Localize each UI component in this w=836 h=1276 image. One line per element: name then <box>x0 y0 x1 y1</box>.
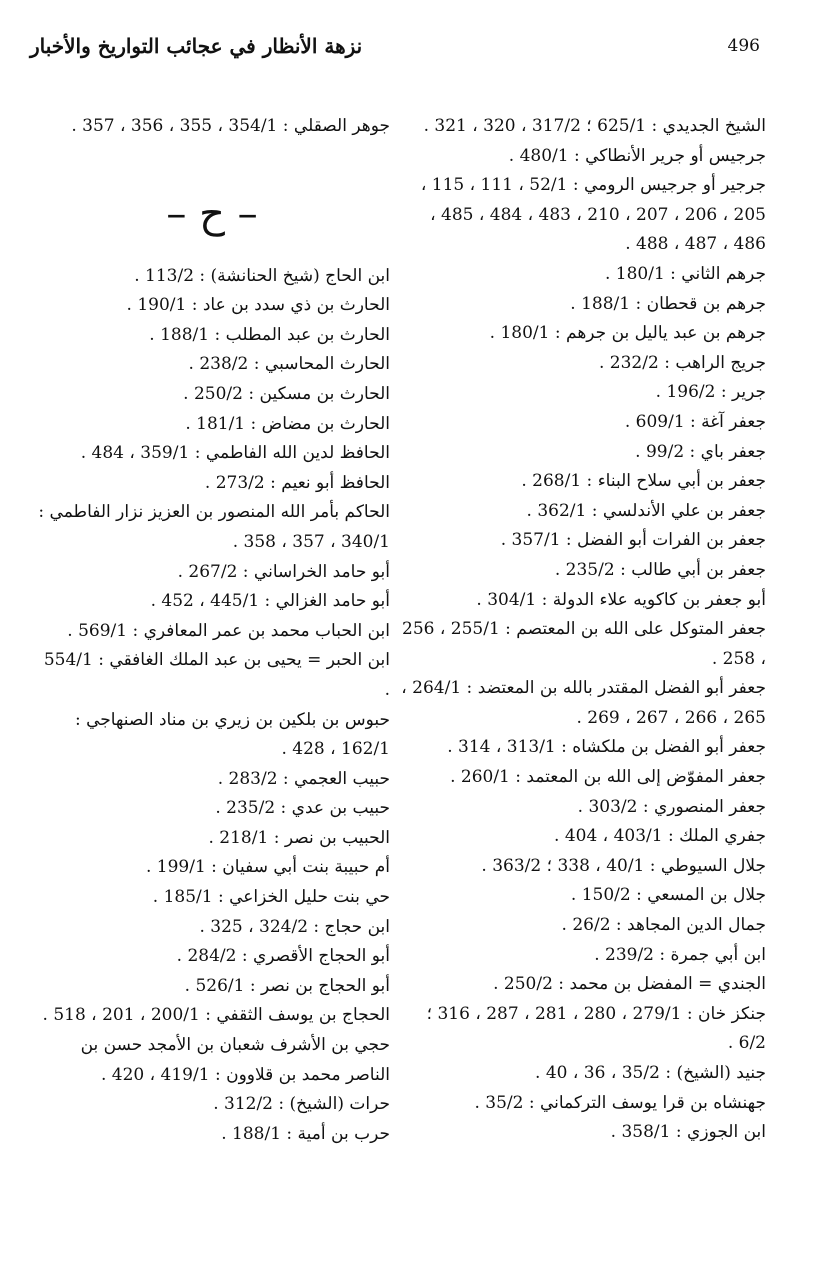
index-entry: جمال الدين المجاهد : 26/2 . <box>561 915 766 936</box>
index-column-right <box>396 112 766 1148</box>
index-entry: جعفر بن علي الأندلسي : 362/1 . <box>526 500 766 521</box>
page-header <box>30 30 806 70</box>
index-entry: الشيخ الجديدي : 625/1 ؛ 317/2 ، 320 ، 321 . <box>423 116 766 136</box>
index-entry: حبوس بن بلكين بن زيري بن مناد الصنهاجي : 162/1 ، 428 . <box>74 709 390 760</box>
section-letter-heading: – ح – <box>166 190 258 237</box>
index-entry: الحارث المحاسبي : 238/2 . <box>188 354 390 375</box>
index-entry: جعفر المتوكل على الله بن المعتصم : 255/1 ، 256 ، 258 . <box>402 619 766 669</box>
index-entry: حرب بن أمية : 188/1 . <box>221 1123 390 1144</box>
index-entry: الحارث بن ذي سدد بن عاد : 190/1 . <box>126 295 390 316</box>
index-entry: جعفر بن أبي سلاح البناء : 268/1 . <box>521 471 766 492</box>
index-entry: أبو جعفر بن كاكويه علاء الدولة : 304/1 . <box>476 589 766 610</box>
index-entry: ابن أبي جمرة : 239/2 . <box>594 944 766 965</box>
index-entry: أبو الحجاج الأقصري : 284/2 . <box>176 946 390 967</box>
index-entry: الحارث بن مضاض : 181/1 . <box>185 413 390 434</box>
index-entry: جرير : 196/2 . <box>655 382 766 403</box>
index-entry: جلال السيوطي : 40/1 ، 338 ؛ 363/2 . <box>481 855 766 876</box>
index-entry: أبو حامد الغزالي : 445/1 ، 452 . <box>150 591 390 612</box>
index-entry: ابن الجوزي : 358/1 . <box>610 1122 766 1143</box>
index-entry: الحافظ لدين الله الفاطمي : 359/1 ، 484 . <box>80 443 390 464</box>
index-entry: جرجيس أو جرير الأنطاكي : 480/1 . <box>508 145 766 166</box>
running-title: نزهة الأنظار في عجائب التواريخ والأخبار <box>30 34 363 58</box>
index-entry: جرهم بن قحطان : 188/1 . <box>570 293 766 314</box>
index-entry: ابن حجاج : 324/2 ، 325 . <box>199 916 390 937</box>
index-entry: الحافظ أبو نعيم : 273/2 . <box>204 472 390 493</box>
index-entry: جفري الملك : 403/1 ، 404 . <box>554 826 766 847</box>
index-entry: جرجير أو جرجيس الرومي : 52/1 ، 111 ، 115 ، 205 ، 206 ، 207 ، 210 ، 483 ، 484 ، 485 ، 486 ، 487 ، 488 . <box>420 175 766 255</box>
index-entry: جلال بن المسعي : 150/2 . <box>570 885 766 906</box>
index-entry: جعفر المنصوري : 303/2 . <box>577 796 766 817</box>
index-entry: جعفر باي : 99/2 . <box>635 441 766 462</box>
index-entry: جنكز خان : 279/1 ، 280 ، 281 ، 287 ، 316 ؛ 6/2 . <box>426 1003 766 1054</box>
index-entry: ابن الحباب محمد بن عمر المعافري : 569/1 . <box>67 620 390 641</box>
index-entry: الحاكم بأمر الله المنصور بن العزيز نزار الفاطمي : 340/1 ، 357 ، 358 . <box>38 502 390 552</box>
page-number: 496 <box>727 36 760 56</box>
index-entry: جعفر أبو الفضل بن ملكشاه : 313/1 ، 314 . <box>447 737 766 758</box>
index-entry: جرهم بن عبد ياليل بن جرهم : 180/1 . <box>489 323 766 344</box>
index-entry: أبو حامد الخراساني : 267/2 . <box>177 561 390 582</box>
index-entry: أبو الحجاج بن نصر : 526/1 . <box>184 975 390 996</box>
index-entry: حجي بن الأشرف شعبان بن الأمجد حسن بن الناصر محمد بن قلاوون : 419/1 ، 420 . <box>80 1035 390 1085</box>
index-entry: جوهر الصقلي : 354/1 ، 355 ، 356 ، 357 . <box>71 116 390 136</box>
index-entry: الحارث بن عبد المطلب : 188/1 . <box>149 324 390 345</box>
index-entry: الحارث بن مسكين : 250/2 . <box>183 383 390 404</box>
index-entry: جرهم الثاني : 180/1 . <box>604 263 766 284</box>
index-entry: الحجاج بن يوسف الثقفي : 200/1 ، 201 ، 518 . <box>42 1005 390 1026</box>
index-entry: الجندي = المفضل بن محمد : 250/2 . <box>493 974 766 995</box>
index-entry: جعفر بن الفرات أبو الفضل : 357/1 . <box>500 530 766 551</box>
index-entry: جعفر آغة : 609/1 . <box>624 411 766 432</box>
index-entry: جعفر بن أبي طالب : 235/2 . <box>554 559 766 580</box>
index-entry: جهنشاه بن قرا يوسف التركماني : 35/2 . <box>474 1092 766 1113</box>
index-entry: جنيد (الشيخ) : 35/2 ، 36 ، 40 . <box>535 1063 766 1083</box>
index-entry: جريج الراهب : 232/2 . <box>598 352 766 373</box>
index-entry: ابن الحاج (شيخ الحنانشة) : 113/2 . <box>134 265 390 286</box>
index-entry: حي بنت حليل الخزاعي : 185/1 . <box>152 887 390 908</box>
index-entry: جعفر المفوّض إلى الله بن المعتمد : 260/1 . <box>450 767 766 788</box>
index-entry: أم حبيبة بنت أبي سفيان : 199/1 . <box>145 857 390 878</box>
index-entry: ابن الحبر = يحيى بن عبد الملك الغافقي : 554/1 . <box>43 650 390 700</box>
index-entry: جعفر أبو الفضل المقتدر بالله بن المعتضد : 264/1 ، 265 ، 266 ، 267 ، 269 . <box>401 678 766 728</box>
index-entry: حرات (الشيخ) : 312/2 . <box>213 1094 390 1115</box>
index-entry: الحبيب بن نصر : 218/1 . <box>208 827 390 848</box>
index-entry: حبيب بن عدي : 235/2 . <box>215 798 390 819</box>
index-entry: حبيب العجمي : 283/2 . <box>217 768 390 789</box>
index-column-left <box>34 112 390 1149</box>
